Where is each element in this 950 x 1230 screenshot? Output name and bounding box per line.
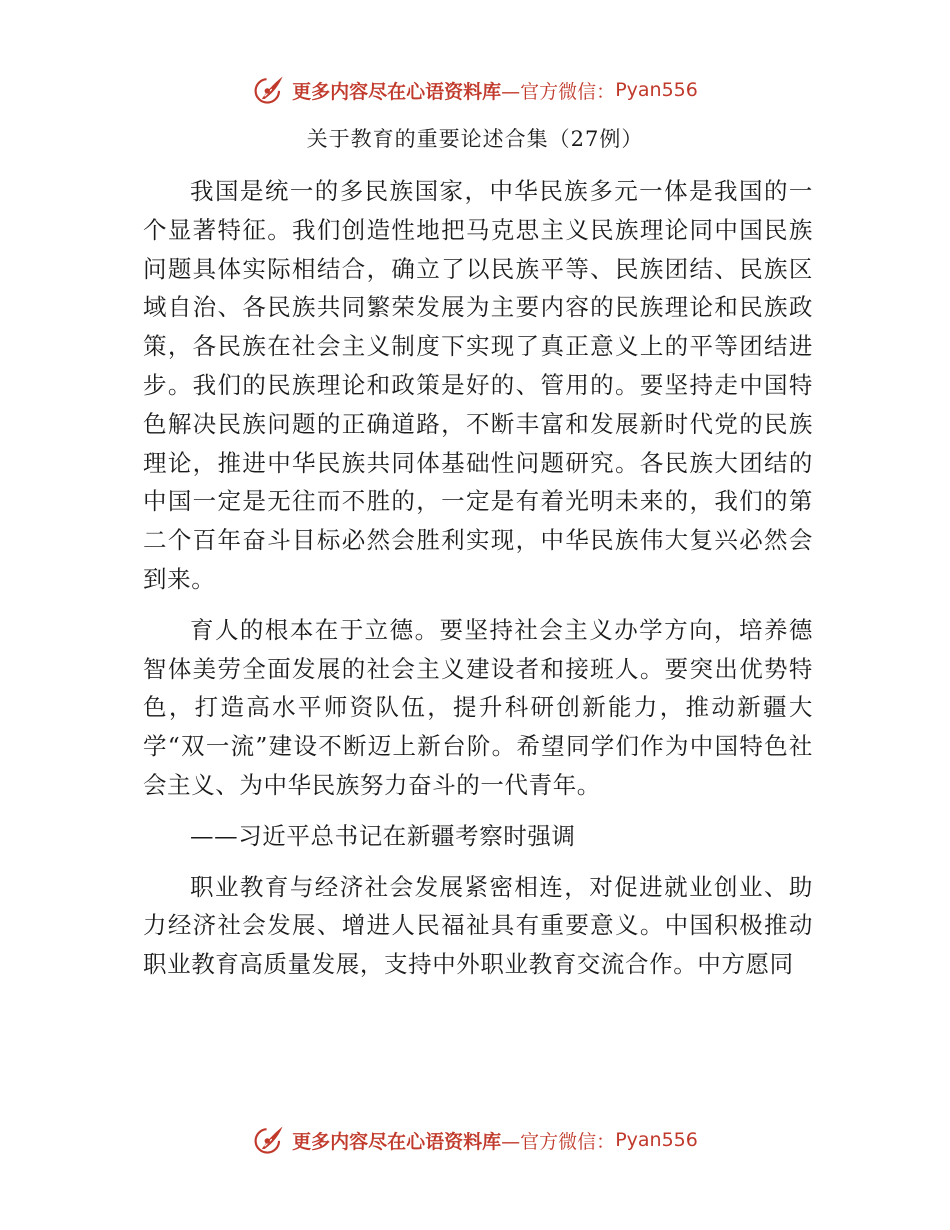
banner-sub-text: —官方微信： (501, 80, 616, 103)
banner-wechat-handle: Pyan556 (615, 1129, 698, 1151)
banner-wechat-handle: Pyan556 (615, 79, 698, 101)
quill-logo-icon (252, 1122, 288, 1158)
banner-main-text: 更多内容尽在心语资料库 (292, 1130, 502, 1153)
paragraph-1: 我国是统一的多民族国家，中华民族多元一体是我国的一个显著特征。我们创造性地把马克思主义民族理论同中国民族问题具体实际相结合，确立了以民族平等、民族团结、民族区域自治、各民族共同繁荣发展为主要内容的民族理论和民族政策，各民族在社会主义制度下实现了真正意义上的平等团结进步。我们的民族理论和政策是好的、管用的。要坚持走中国特色解决民族问题的正确道路，不断丰富和发展新时代党的民族理论，推进中华民族共同体基础性问题研究。各民族大团结的中国一定是无往而不胜的，一定是有着光明未来的，我们的第二个百年奋斗目标必然会胜利实现，中华民族伟大复兴必然会到来。 (143, 177, 813, 593)
paragraph-2: 育人的根本在于立德。要坚持社会主义办学方向，培养德智体美劳全面发展的社会主义建设者和接班人。要突出优势特色，打造高水平师资队伍，提升科研创新能力，推动新疆大学“双一流”建设不断迈上新台阶。希望同学们作为中国特色社会主义、为中华民族努力奋斗的一代青年。 (143, 615, 813, 799)
quill-logo-icon (252, 72, 288, 108)
document-body (143, 172, 813, 996)
banner-sub-text: —官方微信： (501, 1130, 616, 1153)
banner-main-text: 更多内容尽在心语资料库 (292, 80, 502, 103)
quote-attribution: ——习近平总书记在新疆考察时强调 (190, 821, 576, 850)
header-watermark-banner (0, 70, 950, 110)
document-title: 关于教育的重要论述合集（27例） (306, 127, 644, 151)
paragraph-3: 职业教育与经济社会发展紧密相连，对促进就业创业、助力经济社会发展、增进人民福祉具有重要意义。中国积极推动职业教育高质量发展，支持中外职业教育交流合作。中方愿同 (143, 872, 813, 979)
footer-watermark-banner (0, 1120, 950, 1160)
